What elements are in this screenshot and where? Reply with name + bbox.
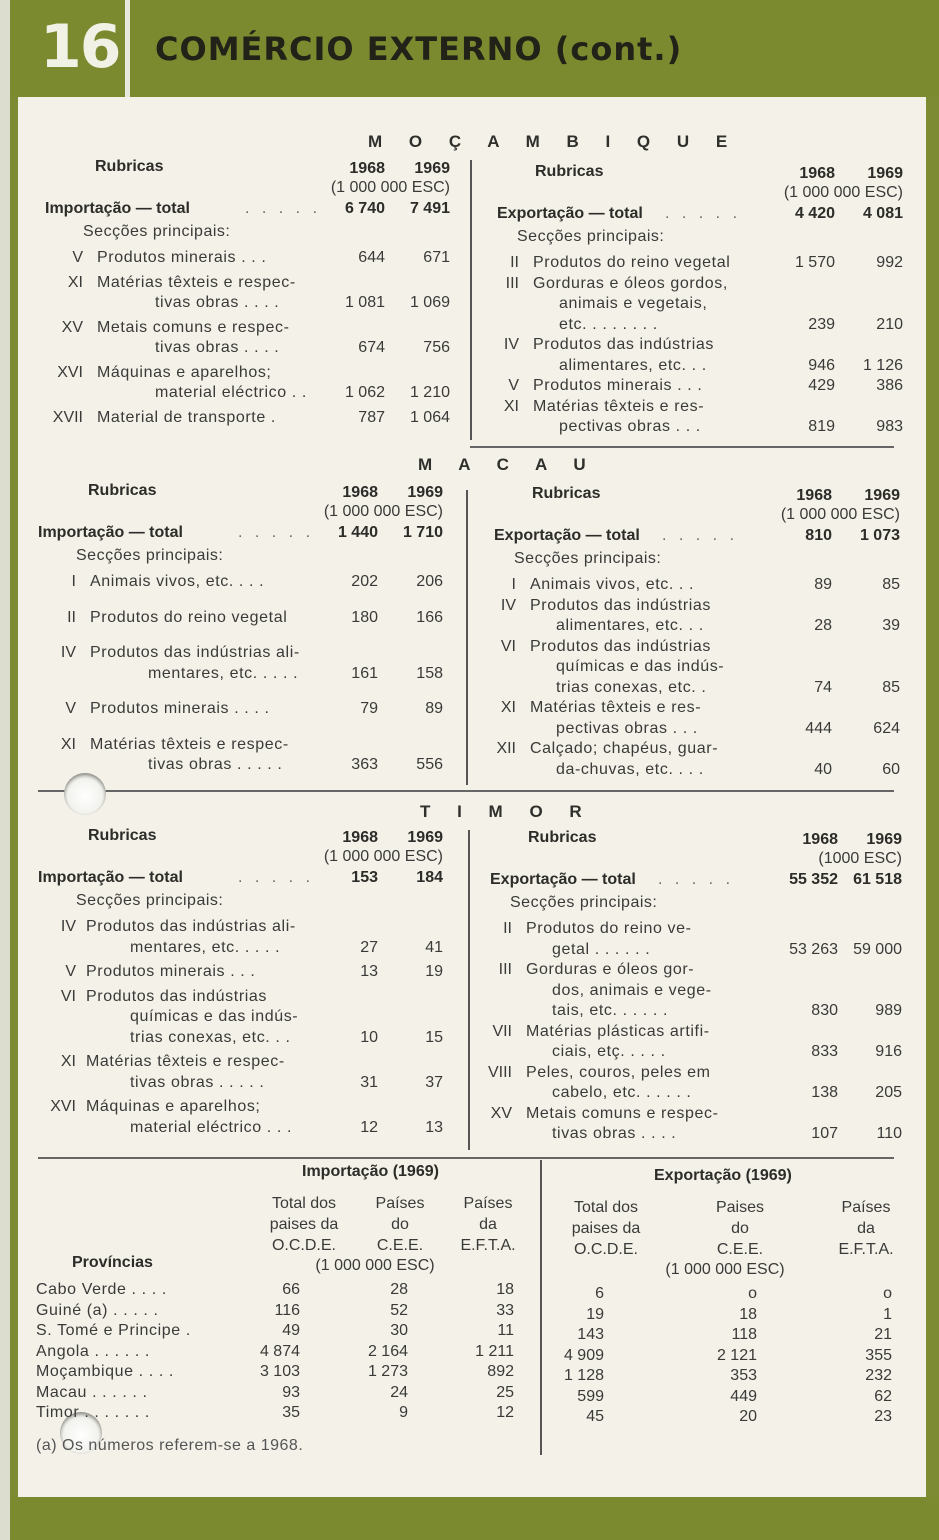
chapter-number: 16 [40, 12, 120, 82]
total-1969: 184 [416, 869, 443, 886]
leader-dots: . . . . . [662, 527, 739, 544]
value-1969: 1 069 [409, 294, 450, 311]
rubricas-header: Rubricas [88, 482, 157, 499]
section-description: mentares, etc. . . . . [130, 938, 281, 956]
section-numeral: VI [60, 987, 76, 1005]
seccoes-label: Secções principais: [517, 228, 665, 245]
value-1968: 79 [360, 700, 378, 717]
province-name: Angola . . . . . . [36, 1342, 150, 1360]
value-1969: 13 [425, 1118, 443, 1136]
section-description: Produtos das indústrias [86, 987, 268, 1005]
export-value: 19 [586, 1305, 604, 1323]
total-1968: 4 420 [794, 205, 835, 222]
value-1969: 992 [876, 254, 903, 271]
import-value: 18 [496, 1281, 514, 1298]
total-label: Importação — total [38, 869, 183, 886]
section-description: Metais comuns e respec- [526, 1104, 719, 1122]
import-column-header: Total dos [271, 1195, 337, 1212]
section-description: pectivas obras . . . [556, 719, 698, 737]
section-description: Produtos do reino vegetal [533, 254, 731, 271]
section-description: material eléctrico . . . [130, 1118, 293, 1136]
rubricas-header: Rubricas [532, 485, 601, 502]
unit-label: (1000 ESC) [818, 850, 902, 867]
import-value: 25 [496, 1383, 514, 1401]
section-numeral: XI [500, 699, 516, 716]
value-1968: 239 [808, 315, 835, 333]
section-description: químicas e das indús- [556, 658, 725, 675]
value-1969: 37 [425, 1073, 443, 1091]
value-1968: 161 [351, 664, 378, 682]
province-name: Macau . . . . . . [36, 1383, 148, 1401]
value-1968: 787 [358, 408, 385, 426]
value-1969: 41 [425, 938, 443, 956]
section-description: Produtos minerais . . . [86, 963, 256, 980]
export-value: 4 909 [563, 1346, 604, 1364]
section-numeral: I [71, 573, 76, 590]
section-numeral: V [72, 249, 83, 266]
value-1969: 89 [425, 700, 443, 717]
leader-dots: . . . . . [665, 205, 742, 222]
section-description: Gorduras e óleos gor- [526, 961, 695, 978]
section-numeral: V [65, 700, 76, 717]
export-value: 1 128 [563, 1367, 604, 1384]
country-title-mocambique: M O Ç A M B I Q U E [368, 132, 739, 151]
page-edge [0, 0, 10, 1540]
section-description: Produtos das indústrias [533, 336, 715, 353]
section-description: tivas obras . . . . [552, 1125, 677, 1142]
value-1968: 27 [360, 938, 378, 956]
leader-dots: . . . . . [238, 869, 315, 886]
section-description: Matérias têxteis e respec- [86, 1053, 285, 1070]
value-1969: 983 [876, 418, 903, 435]
section-divider [38, 790, 894, 792]
rubricas-header: Rubricas [528, 829, 597, 846]
value-1969: 756 [423, 339, 450, 356]
total-label: Importação — total [45, 200, 190, 217]
export-value: 23 [874, 1408, 892, 1425]
import-column-header: E.F.T.A. [460, 1237, 516, 1254]
seccoes-label: Secções principais: [83, 223, 231, 240]
total-1969: 1 073 [859, 527, 900, 544]
value-1968: 833 [811, 1043, 838, 1060]
value-1969: 916 [875, 1043, 902, 1060]
section-description: Peles, couros, peles em [526, 1063, 711, 1081]
value-1968: 1 570 [794, 254, 835, 271]
footnote: (a) Os números referem-se a 1968. [36, 1437, 304, 1454]
section-description: cabelo, etc. . . . . . [552, 1084, 692, 1101]
import-value: 24 [390, 1383, 408, 1401]
section-description: Produtos das indústrias [530, 637, 712, 655]
export-column-header: O.C.D.E. [573, 1241, 638, 1258]
section-description: Matérias plásticas artifi- [526, 1022, 710, 1040]
export-column-header: E.F.T.A. [838, 1241, 894, 1258]
section-description: animais e vegetais, [559, 295, 708, 312]
unit-label: (1 000 000 ESC) [330, 179, 450, 196]
import-column-header: paises da [269, 1216, 339, 1233]
import-column-header: da [479, 1216, 497, 1233]
export-value: 6 [595, 1285, 604, 1302]
value-1968: 1 081 [344, 294, 385, 311]
import-value: 33 [496, 1301, 514, 1319]
value-1969: 386 [876, 377, 903, 394]
page-header [10, 0, 939, 97]
section-numeral: XVII [52, 408, 83, 426]
section-description: pectivas obras . . . [559, 418, 701, 435]
section-numeral: XVI [50, 1098, 76, 1115]
total-1969: 1 710 [402, 524, 443, 541]
section-description: Calçado; chapéus, guar- [530, 740, 719, 757]
import-value: 49 [282, 1322, 300, 1339]
year-1969-header: 1969 [407, 484, 443, 501]
section-numeral: V [508, 377, 519, 394]
export-value: 62 [874, 1387, 892, 1405]
value-1969: 60 [882, 760, 900, 778]
value-1968: 89 [814, 576, 832, 593]
province-name: Timor . . . . . . . [36, 1404, 150, 1421]
value-1969: 671 [423, 249, 450, 266]
import-value: 28 [390, 1281, 408, 1298]
section-description: alimentares, etc. . . [559, 356, 707, 374]
export-value: 449 [730, 1387, 757, 1405]
export-column-header: do [731, 1220, 749, 1237]
import-value: 35 [282, 1404, 300, 1421]
section-numeral: IV [60, 918, 76, 935]
year-1968-header: 1968 [799, 165, 835, 182]
total-1968: 1 440 [337, 524, 378, 541]
column-divider [468, 830, 470, 1150]
export-value: 21 [874, 1326, 892, 1343]
column-divider [470, 160, 472, 440]
value-1968: 107 [811, 1125, 838, 1142]
section-description: etc. . . . . . . . [559, 315, 658, 333]
value-1968: 1 062 [344, 384, 385, 401]
section-numeral: XV [490, 1104, 512, 1122]
value-1969: 1 064 [409, 408, 450, 426]
value-1969: 210 [876, 315, 903, 333]
section-numeral: IV [500, 596, 516, 614]
section-description: Máquinas e aparelhos; [86, 1098, 261, 1115]
section-description: tivas obras . . . . . [130, 1073, 265, 1091]
section-numeral: XI [60, 1053, 76, 1070]
total-label: Exportação — total [494, 527, 640, 544]
value-1969: 85 [882, 678, 900, 696]
section-description: tivas obras . . . . . [148, 756, 283, 773]
section-numeral: XV [61, 318, 83, 336]
total-1969: 61 518 [853, 871, 902, 888]
value-1969: 59 000 [853, 940, 902, 958]
import-value: 892 [487, 1363, 514, 1380]
section-description: Produtos das indústrias ali- [86, 918, 296, 935]
year-1969-header: 1969 [407, 829, 443, 846]
section-description: químicas e das indús- [130, 1008, 299, 1025]
section-numeral: XVI [57, 363, 83, 381]
import-value: 116 [274, 1301, 300, 1319]
total-label: Exportação — total [497, 205, 643, 222]
rubricas-header: Rubricas [535, 163, 604, 180]
section-numeral: XI [67, 273, 83, 291]
section-numeral: XII [496, 740, 516, 757]
total-1968: 810 [805, 527, 832, 544]
value-1968: 644 [358, 249, 385, 266]
section-description: Máquinas e aparelhos; [97, 363, 272, 381]
section-description: alimentares, etc. . . [556, 617, 704, 634]
value-1968: 674 [358, 339, 385, 356]
province-name: Guiné (a) . . . . . [36, 1301, 159, 1319]
year-1968-header: 1968 [802, 831, 838, 848]
total-1968: 55 352 [789, 871, 838, 888]
export-value: 232 [865, 1367, 892, 1384]
province-name: Cabo Verde . . . . [36, 1281, 167, 1298]
section-description: trias conexas, etc. . [556, 678, 707, 696]
value-1969: 1 126 [862, 356, 903, 374]
total-1968: 153 [351, 869, 378, 886]
section-description: Matérias têxteis e res- [530, 699, 702, 716]
year-1968-header: 1968 [342, 484, 378, 501]
export-value: 118 [731, 1326, 757, 1343]
section-description: da-chuvas, etc. . . . [556, 760, 704, 778]
value-1969: 19 [425, 963, 443, 980]
unit-label: (1 000 000 ESC) [323, 848, 443, 865]
rubricas-header: Rubricas [88, 827, 157, 844]
value-1969: 85 [882, 576, 900, 593]
import-value: 30 [390, 1322, 408, 1339]
province-name: Moçambique . . . . [36, 1363, 174, 1380]
section-divider [38, 1157, 894, 1159]
export-value: 18 [739, 1305, 757, 1323]
country-title-timor: T I M O R [420, 802, 593, 821]
province-name: S. Tomé e Principe . [36, 1322, 191, 1339]
value-1968: 12 [360, 1118, 378, 1136]
section-description: tivas obras . . . . [155, 339, 280, 356]
section-description: Produtos minerais . . . [533, 377, 703, 394]
import-value: 9 [399, 1404, 408, 1421]
value-1968: 13 [360, 963, 378, 980]
leader-dots: . . . . . [658, 871, 735, 888]
section-description: ciais, etç. . . . . [552, 1043, 666, 1060]
value-1969: 205 [875, 1084, 902, 1101]
import-title: Importação (1969) [302, 1163, 439, 1180]
section-description: Produtos das indústrias ali- [90, 644, 300, 661]
section-description: Animais vivos, etc. . . . [90, 573, 265, 590]
export-column-header: Total dos [573, 1199, 639, 1216]
export-value: 45 [586, 1408, 604, 1425]
section-numeral: VIII [487, 1063, 512, 1081]
section-description: Matérias têxteis e res- [533, 397, 705, 415]
import-value: 1 273 [367, 1363, 408, 1380]
section-numeral: I [511, 576, 516, 593]
section-description: Produtos das indústrias [530, 596, 712, 614]
section-numeral: II [67, 608, 76, 626]
section-description: Animais vivos, etc. . . [530, 576, 695, 593]
section-description: Matérias têxteis e respec- [97, 273, 296, 291]
section-description: Produtos do reino ve- [526, 920, 692, 937]
export-title: Exportação (1969) [654, 1167, 792, 1184]
export-column-header: C.E.E. [716, 1241, 764, 1258]
export-value: 1 [883, 1305, 892, 1323]
bottom-band [10, 1497, 939, 1540]
value-1969: 39 [882, 617, 900, 634]
value-1969: 206 [416, 573, 443, 590]
unit-label: (1 000 000 ESC) [783, 184, 903, 201]
value-1969: 110 [876, 1125, 902, 1142]
import-value: 1 211 [475, 1342, 514, 1360]
section-description: tais, etc. . . . . . [552, 1002, 669, 1019]
export-value: 599 [577, 1387, 604, 1405]
export-value: 355 [865, 1346, 892, 1364]
year-1969-header: 1969 [414, 160, 450, 177]
year-1969-header: 1969 [866, 831, 902, 848]
import-column-header: Países [463, 1195, 513, 1212]
provinces-header: Províncias [72, 1254, 153, 1271]
section-numeral: IV [503, 336, 519, 353]
import-unit-label: (1 000 000 ESC) [315, 1257, 435, 1274]
binder-ring-hole [64, 773, 106, 815]
value-1968: 74 [814, 678, 832, 696]
section-description: Produtos minerais . . . [97, 249, 267, 266]
export-value: o [748, 1285, 757, 1302]
export-column-header: paises da [571, 1220, 641, 1237]
seccoes-label: Secções principais: [510, 894, 658, 911]
value-1968: 363 [351, 756, 378, 773]
value-1968: 10 [360, 1028, 378, 1046]
value-1969: 989 [875, 1002, 902, 1019]
section-description: Metais comuns e respec- [97, 318, 290, 336]
year-1969-header: 1969 [864, 487, 900, 504]
section-numeral: XI [60, 735, 76, 753]
import-value: 4 874 [259, 1342, 300, 1360]
import-value: 66 [282, 1281, 300, 1298]
import-value: 93 [282, 1383, 300, 1401]
export-column-header: da [857, 1220, 875, 1237]
import-value: 2 164 [367, 1342, 408, 1360]
value-1969: 166 [416, 608, 443, 626]
seccoes-label: Secções principais: [76, 892, 224, 909]
total-label: Importação — total [38, 524, 183, 541]
export-column-header: Paises [715, 1199, 765, 1216]
export-unit-label: (1 000 000 ESC) [665, 1261, 785, 1278]
seccoes-label: Secções principais: [514, 550, 662, 567]
total-1969: 7 491 [409, 200, 450, 217]
value-1969: 624 [873, 719, 900, 737]
page-title: COMÉRCIO EXTERNO (cont.) [155, 30, 683, 68]
chapter-number-box [18, 0, 130, 97]
export-value: 353 [730, 1367, 757, 1384]
value-1968: 946 [808, 356, 835, 374]
section-description: material eléctrico . . [155, 384, 307, 401]
value-1968: 429 [808, 377, 835, 394]
section-numeral: II [503, 920, 512, 937]
export-column-header: Países [841, 1199, 891, 1216]
section-numeral: III [505, 274, 519, 292]
section-description: Produtos minerais . . . . [90, 700, 270, 717]
value-1969: 15 [425, 1028, 443, 1046]
total-label: Exportação — total [490, 871, 636, 888]
leader-dots: . . . . . [245, 200, 322, 217]
year-1969-header: 1969 [867, 165, 903, 182]
import-value: 12 [496, 1404, 514, 1421]
section-numeral: VII [492, 1022, 512, 1040]
value-1968: 28 [814, 617, 832, 634]
import-value: 11 [497, 1322, 514, 1339]
value-1968: 138 [811, 1084, 838, 1101]
value-1969: 158 [416, 664, 443, 682]
value-1968: 180 [351, 608, 378, 626]
value-1968: 444 [805, 719, 832, 737]
value-1968: 53 263 [789, 940, 838, 958]
section-numeral: XI [503, 397, 519, 415]
section-description: Matérias têxteis e respec- [90, 735, 289, 753]
value-1968: 40 [814, 760, 832, 778]
section-description: tivas obras . . . . [155, 294, 280, 311]
value-1969: 556 [416, 756, 443, 773]
seccoes-label: Secções principais: [76, 547, 224, 564]
section-numeral: IV [60, 644, 76, 661]
section-description: Gorduras e óleos gordos, [533, 274, 728, 292]
year-1968-header: 1968 [796, 487, 832, 504]
section-description: getal . . . . . . [552, 940, 651, 958]
value-1968: 31 [360, 1073, 378, 1091]
section-description: dos, animais e vege- [552, 981, 712, 999]
year-1968-header: 1968 [342, 829, 378, 846]
unit-label: (1 000 000 ESC) [780, 506, 900, 523]
section-numeral: III [498, 961, 512, 978]
leader-dots: . . . . . [238, 524, 315, 541]
value-1968: 819 [808, 418, 835, 435]
section-numeral: V [65, 963, 76, 980]
import-column-header: C.E.E. [376, 1237, 424, 1254]
column-divider [466, 490, 468, 785]
section-divider [470, 446, 894, 448]
value-1969: 1 210 [409, 384, 450, 401]
year-1968-header: 1968 [349, 160, 385, 177]
section-numeral: VI [500, 637, 516, 655]
import-value: 52 [390, 1301, 408, 1319]
total-1969: 4 081 [862, 205, 903, 222]
section-description: Material de transporte . [97, 408, 276, 426]
import-column-header: O.C.D.E. [271, 1237, 336, 1254]
export-value: 143 [577, 1326, 604, 1343]
rubricas-header: Rubricas [95, 158, 164, 175]
export-value: 2 121 [716, 1346, 757, 1364]
import-column-header: Países [375, 1195, 425, 1212]
export-value: 20 [739, 1408, 757, 1425]
section-numeral: II [510, 254, 519, 271]
import-value: 3 103 [259, 1363, 300, 1380]
section-description: trias conexas, etc. . . [130, 1028, 291, 1046]
section-description: mentares, etc. . . . . [148, 664, 299, 682]
country-title-macau: M A C A U [418, 455, 597, 474]
unit-label: (1 000 000 ESC) [323, 503, 443, 520]
value-1968: 202 [351, 573, 378, 590]
import-column-header: do [391, 1216, 409, 1233]
total-1968: 6 740 [344, 200, 385, 217]
export-value: o [883, 1285, 892, 1302]
section-description: Produtos do reino vegetal [90, 608, 288, 626]
value-1968: 830 [811, 1002, 838, 1019]
